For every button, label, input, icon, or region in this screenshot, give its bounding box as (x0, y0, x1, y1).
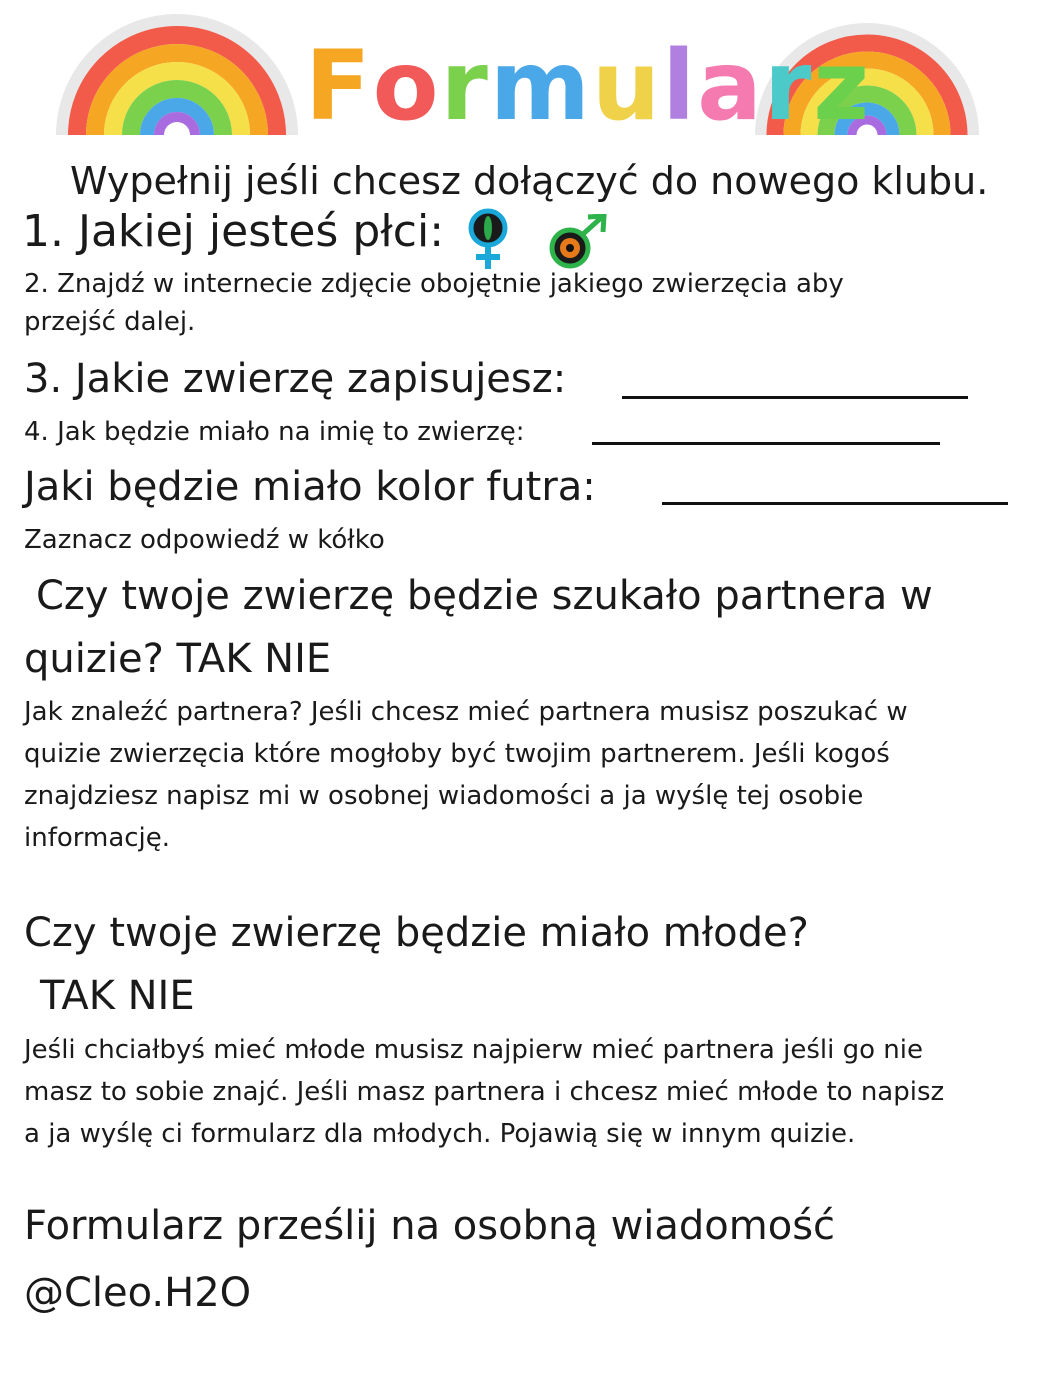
question-gender: 1. Jakiej jesteś płci: (22, 206, 445, 257)
answer-line-animal[interactable] (622, 396, 968, 399)
title-letter: F (305, 30, 373, 142)
title-letter: r (440, 30, 490, 142)
partner-info-line: Jak znaleźć partnera? Jeśli chcesz mieć partnera musisz poszukać w (24, 697, 908, 727)
title-letter: o (372, 30, 441, 142)
partner-info-line: znajdziesz napisz mi w osobnej wiadomości a ja wyślę tej osobie (24, 781, 864, 811)
title-letter: l (662, 30, 698, 142)
title-letter: m (489, 30, 592, 142)
question-name: 4. Jak będzie miało na imię to zwierzę: (24, 417, 525, 447)
instruction: Zaznacz odpowiedź w kółko (24, 525, 385, 555)
female-symbol-icon (466, 206, 510, 272)
title-letter: u (591, 30, 663, 142)
question-partner-answers: quizie? TAK NIE (24, 636, 332, 682)
question-fur-color: Jaki będzie miało kolor futra: (24, 464, 596, 510)
subtitle: Wypełnij jeśli chcesz dołączyć do nowego klubu. (70, 159, 989, 203)
young-info-line: Jeśli chciałbyś mieć młode musisz najpierw mieć partnera jeśli go nie (24, 1035, 923, 1065)
question-photo: 2. Znajdź w internecie zdjęcie obojętnie jakiego zwierzęcia aby (24, 269, 844, 299)
partner-info-line: informację. (24, 823, 171, 853)
young-info-line: masz to sobie znajć. Jeśli masz partnera i chcesz mieć młode to napisz (24, 1077, 945, 1107)
question-photo-cont: przejść dalej. (24, 307, 196, 337)
title-letter: z (813, 30, 872, 142)
answer-line-name[interactable] (592, 442, 940, 445)
footer-instruction: Formularz prześlij na osobną wiadomość (24, 1203, 836, 1249)
young-info-line: a ja wyślę ci formularz dla młodych. Pojawią się w innym quizie. (24, 1119, 856, 1149)
footer-handle: @Cleo.H2O (24, 1270, 252, 1316)
question-animal: 3. Jakie zwierzę zapisujesz: (24, 356, 567, 402)
title-letter: a (697, 30, 764, 142)
question-partner: Czy twoje zwierzę będzie szukało partnera w (36, 573, 933, 619)
page-title (305, 30, 872, 142)
question-young-answers: TAK NIE (40, 973, 195, 1019)
answer-line-fur-color[interactable] (662, 502, 1008, 505)
rainbow-left-icon (55, 10, 300, 140)
title-letter: r (763, 30, 814, 142)
male-symbol-icon (548, 214, 608, 270)
question-young: Czy twoje zwierzę będzie miało młode? (24, 910, 809, 956)
partner-info-line: quizie zwierzęcia które mogłoby być twojim partnerem. Jeśli kogoś (24, 739, 890, 769)
